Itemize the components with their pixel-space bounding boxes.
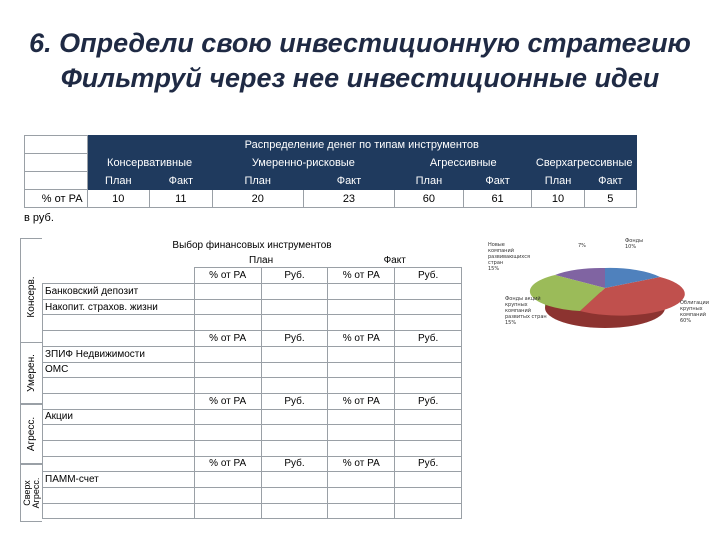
group-header-conservative: Консервативные [87,154,212,172]
pie-label-bottom-right: Облигации крупных компаний 60% [680,300,710,324]
rub-header: Руб. [395,331,462,347]
subheader-plan: План [212,172,303,190]
instrument-row: Акции [43,409,195,425]
rub-header: Руб. [261,393,328,409]
subheader-plan: План [395,172,464,190]
empty-cell [25,172,88,190]
value-cell: 11 [150,190,213,208]
rub-header: Руб. [261,331,328,347]
pie-label-pct: 7% [578,243,586,249]
row-label-pct: % от РА [25,190,88,208]
empty-cell [25,154,88,172]
rub-header: Руб. [395,456,462,472]
instrument-selection [20,238,442,522]
group-header-super-aggressive: Сверхагрессивные [532,154,637,172]
instrument-row: ЗПИФ Недвижимости [43,346,195,362]
rub-header: Руб. [261,268,328,284]
section-label-moderate: Умерен. [20,342,42,404]
value-cell: 60 [395,190,464,208]
pie-label-bottom-left: Фонды акций крупных компаний развитых стран 15% [505,296,547,326]
allocation-table [24,135,637,208]
subheader-fact: Факт [303,172,394,190]
instrument-row: ОМС [43,362,195,378]
plan-header: План [249,254,274,266]
allocation-pie [460,232,710,350]
group-header-moderate: Умеренно-рисковые [212,154,394,172]
rub-header: Руб. [395,268,462,284]
pct-header: % от РА [194,393,261,409]
value-cell: 61 [463,190,532,208]
rub-header: Руб. [261,456,328,472]
value-cell: 10 [87,190,150,208]
pie-label-top-right: Фонды 10% [625,238,644,250]
fact-header: Факт [383,254,406,266]
value-cell: 10 [532,190,584,208]
section-label-conservative: Консерв. [20,238,42,356]
slide-title-line-1: 6. Определи свою инвестиционную стратегию [29,28,691,58]
pct-header: % от РА [194,268,261,284]
value-cell: 5 [584,190,636,208]
subheader-plan: План [532,172,584,190]
subheader-fact: Факт [463,172,532,190]
subheader-fact: Факт [584,172,636,190]
value-cell: 20 [212,190,303,208]
pct-header: % от РА [328,268,395,284]
slide-title-line-2: Фильтруй через нее инвестиционные идеи [60,63,660,93]
value-cell: 23 [303,190,394,208]
instrument-row: Накопит. страхов. жизни [43,299,195,315]
group-header-aggressive: Агрессивные [395,154,532,172]
pct-header: % от РА [194,331,261,347]
instrument-row: ПАММ-счет [43,472,195,488]
instrument-table [42,238,462,519]
section-label-super-aggressive: Сверх Агресс. [20,464,42,522]
section-label-aggressive: Агресс. [20,404,42,464]
pct-header: % от РА [328,331,395,347]
pct-header: % от РА [328,393,395,409]
instrument-table-header: Выбор финансовых инструментов [172,239,332,251]
pct-header: % от РА [194,456,261,472]
pie-label-top-left: Новые компаний развивающихся стран 15% [488,242,530,272]
empty-cell [43,393,195,409]
pct-header: % от РА [328,456,395,472]
empty-cell [43,331,195,347]
instrument-row: Банковский депозит [43,284,195,300]
allocation-header: Распределение денег по типам инструментов [87,136,636,154]
subheader-plan: План [87,172,150,190]
subheader-fact: Факт [150,172,213,190]
empty-cell [43,456,195,472]
row-label-rub: в руб. [24,212,54,224]
empty-cell [25,136,88,154]
rub-header: Руб. [395,393,462,409]
